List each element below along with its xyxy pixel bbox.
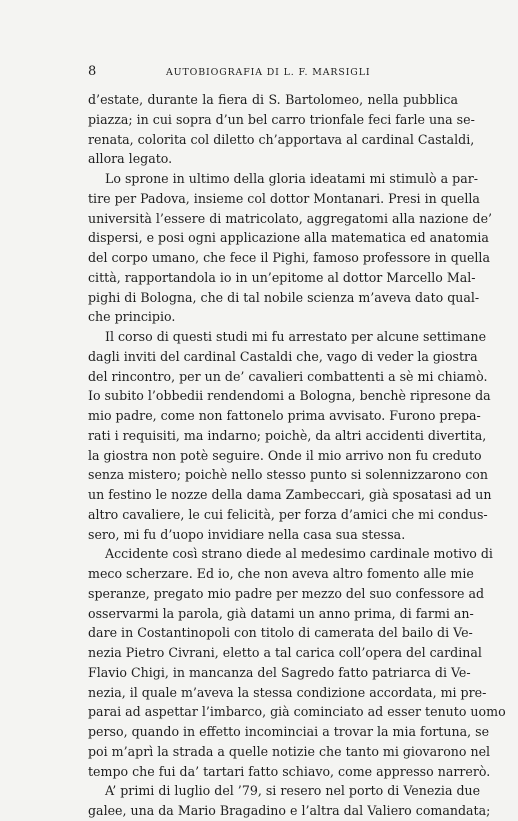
text-line: università l’essere di matricolato, aggregatomi alla nazione de’ <box>88 210 493 226</box>
text-line: tempo che fui da’ tartari fatto schiavo, come appresso narrerò. <box>88 763 491 779</box>
text-line: meco scherzare. Ed io, che non aveva altro fomento alle mie <box>88 566 474 581</box>
text-line: nezia Pietro Civrani, eletto a tal carica coll’opera del cardinal <box>88 645 482 660</box>
paragraph <box>88 169 493 327</box>
text-line: la giostra non potè seguire. Onde il mio arrivo non fu creduto <box>88 447 482 463</box>
text-line: sero, mi fu d’uopo invidiare nella casa sua stessa. <box>88 526 406 542</box>
body-text <box>88 90 506 821</box>
text-line: tire per Padova, insieme col dottor Montanari. Presi in quella <box>88 190 480 206</box>
text-line: del corpo umano, che fece il Pighi, famoso professore in quella <box>88 250 490 265</box>
paragraph <box>88 781 491 821</box>
text-line: che principio. <box>88 309 176 325</box>
text-line: Il corso di questi studi mi fu arrestato per alcune settimane <box>105 329 487 344</box>
page-header <box>88 64 458 80</box>
text-line: Flavio Chigi, in mancanza del Sagredo fatto patriarca di Ve- <box>88 664 471 680</box>
text-line: città, rapportandola io in un’epitome al dottor Marcello Mal- <box>88 269 476 285</box>
text-line: dare in Costantinopoli con titolo di camerata del bailo di Ve- <box>88 625 473 641</box>
text-line: mio padre, come non fattonelo prima avvisato. Furono prepa- <box>88 408 481 423</box>
text-line: dispersi, e posi ogni applicazione alla matematica ed anatomia <box>88 230 489 246</box>
text-line: osservarmi la parola, già datami un anno prima, di farmi an- <box>88 605 474 621</box>
paragraph <box>88 327 492 544</box>
text-line: perso, quando in effetto incominciai a trovar la mia fortuna, se <box>88 724 490 739</box>
text-line: parai ad aspettar l’imbarco, già cominciato ad esser tenuto uomo <box>88 704 506 720</box>
text-line: pighi di Bologna, che di tal nobile scienza m’aveva dato qual- <box>88 289 480 305</box>
text-line: dagli inviti del cardinal Castaldi che, vago di veder la giostra <box>88 348 478 364</box>
text-line: nezia, il quale m’aveva la stessa condizione accordata, mi pre- <box>88 684 487 700</box>
paragraph <box>88 544 506 781</box>
text-line: del rincontro, per un de’ cavalieri combattenti a sè mi chiamò. <box>88 368 488 384</box>
text-line: altro cavaliere, le cui felicità, per forza d’amici che mi condus- <box>88 506 488 522</box>
text-line: allora legato. <box>88 151 173 167</box>
text-line: d’estate, durante la fiera di S. Bartolomeo, nella pubblica <box>88 92 458 107</box>
text-line: galee, una da Mario Bragadino e l’altra dal Valiero comandata; <box>88 803 491 818</box>
text-line: Lo sprone in ultimo della gloria ideatami mi stimulò a par- <box>105 171 478 186</box>
text-line: Io subito l’obbedii rendendomi a Bologna, benchè ripresone da <box>88 388 491 404</box>
text-line: senza mistero; poichè nello stesso punto si solennizzarono con <box>88 467 488 483</box>
paragraph <box>88 90 475 169</box>
text-line: renata, colorita col diletto ch’apportava al cardinal Castaldi, <box>88 131 475 147</box>
text-line: A’ primi di luglio del ’79, si resero nel porto di Venezia due <box>105 783 481 799</box>
page-number: 8 <box>88 64 97 79</box>
text-line: un festino le nozze della dama Zambeccari, già sposatasi ad un <box>88 487 492 502</box>
text-line: piazza; in cui sopra d’un bel carro trionfale feci farle una se- <box>88 111 475 127</box>
text-line: rati i requisiti, ma indarno; poichè, da altri accidenti divertita, <box>88 427 487 443</box>
text-line: Accidente così strano diede al medesimo cardinale motivo di <box>105 546 493 562</box>
running-title: AUTOBIOGRAFIA DI L. F. MARSIGLI <box>166 67 371 78</box>
text-line: poi m’aprì la strada a quelle notizie che tanto mi giovarono nel <box>88 743 491 759</box>
text-line: speranze, pregato mio padre per mezzo del suo confessore ad <box>88 585 485 601</box>
